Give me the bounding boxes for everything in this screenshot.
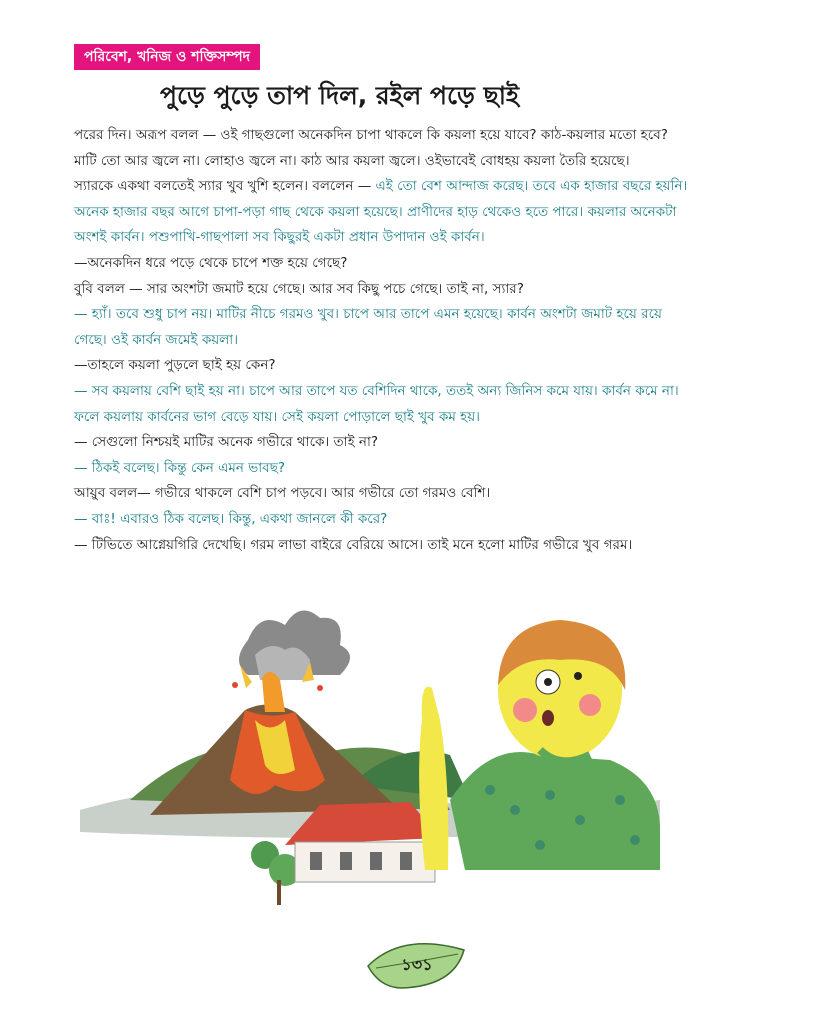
text-line [74,353,764,379]
narration-text: আয়ুব বলল— গভীরে থাকলে বেশি চাপ পড়বে। আর গভীরে তো গরমও বেশি। [74,485,491,502]
chapter-tag: পরিবেশ, খনিজ ও শক্তিসম্পদ [74,44,260,70]
narration-text: — টিভিতে আগ্নেয়গিরি দেখেছি। গরম লাভা বাইরে বেরিয়ে আসে। তাই মনে হলো মাটির গভীরে খুব গরম। [74,536,633,553]
text-line [74,481,764,507]
narration-text: বুবি বলল — সার অংশটা জমাট হয়ে গেছে। আর সব কিছু পচে গেছে। তাই না, স্যার? [74,280,524,297]
text-line [74,225,764,251]
text-line [74,507,764,533]
text-line [74,456,764,482]
volcano-boy-illustration [70,570,670,930]
narration-text: — সেগুলো নিশ্চয়ই মাটির অনেক গভীরে থাকে। তাই না? [74,434,379,451]
volcano-illustration [150,610,400,815]
narration-text: —অনেকদিন ধরে পড়ে থেকে চাপে শক্ত হয়ে গেছে? [74,254,348,271]
teacher-speech: এই তো বেশ আন্দাজ করেছ। তবে এক হাজার বছরে হয়নি। [375,178,688,195]
text-line [74,405,764,431]
teacher-speech: — সব কয়লায় বেশি ছাই হয় না। চাপে আর তাপে যত বেশিদিন থাকে, ততই অন্য জিনিস কমে যায়। কার্বন কমে না। [74,382,679,399]
teacher-speech: ফলে কয়লায় কার্বনের ভাগ বেড়ে যায়। সেই কয়লা পোড়ালে ছাই খুব কম হয়। [74,408,480,425]
text-line [74,174,764,200]
text-line [74,200,764,226]
text-line [74,328,764,354]
text-line [74,277,764,303]
teacher-speech: গেছে। ওই কার্বন জমেই কয়লা। [74,331,239,348]
narration-text: পরের দিন। অরূপ বলল — ওই গাছগুলো অনেকদিন চাপা থাকলে কি কয়লা হয়ে যাবে? কাঠ-কয়লার মতো হবে? [74,127,668,143]
page-number: ১৩১ [401,955,433,974]
text-line [74,533,764,559]
teacher-speech: — হ্যাঁ। তবে শুধু চাপ নয়। মাটির নীচে গরমও খুব। চাপে আর তাপে এমন হয়েছে। কার্বন অংশটা জমাট হয়ে রয়ে [74,306,662,323]
teacher-speech: — বাঃ! এবারও ঠিক বলেছ। কিন্তু, একথা জানলে কী করে? [74,510,388,527]
narration-text: স্যারকে একথা বলতেই স্যার খুব খুশি হলেন। বললেন — [74,178,376,195]
text-line [74,149,764,175]
page-title: পুড়ে পুড়ে তাপ দিল, রইল পড়ে ছাই [160,81,519,110]
text-line [74,302,764,328]
dialogue-text [74,123,764,558]
text-line [74,123,764,149]
teacher-speech: অংশই কার্বন। পশুপাখি-গাছপালা সব কিছুরই একটা প্রধান উপাদান ওই কার্বন। [74,229,485,246]
teacher-speech: — ঠিকই বলেছ। কিন্তু কেন এমন ভাবছ? [74,459,286,476]
text-line [74,379,764,405]
teacher-speech: অনেক হাজার বছর আগে চাপা-পড়া গাছ থেকে কয়লা হয়েছে। প্রাণীদের হাড় থেকেও হতে পারে। কয়লার অনেকটা [74,203,677,220]
narration-text: মাটি তো আর জ্বলে না। লোহাও জ্বলে না। কাঠ আর কয়লা জ্বলে। ওইভাবেই বোধহয় কয়লা তৈরি হয়েছে। [74,152,630,169]
narration-text: —তাহলে কয়লা পুড়লে ছাই হয় কেন? [74,357,276,374]
text-line [74,251,764,277]
text-line [74,430,764,456]
